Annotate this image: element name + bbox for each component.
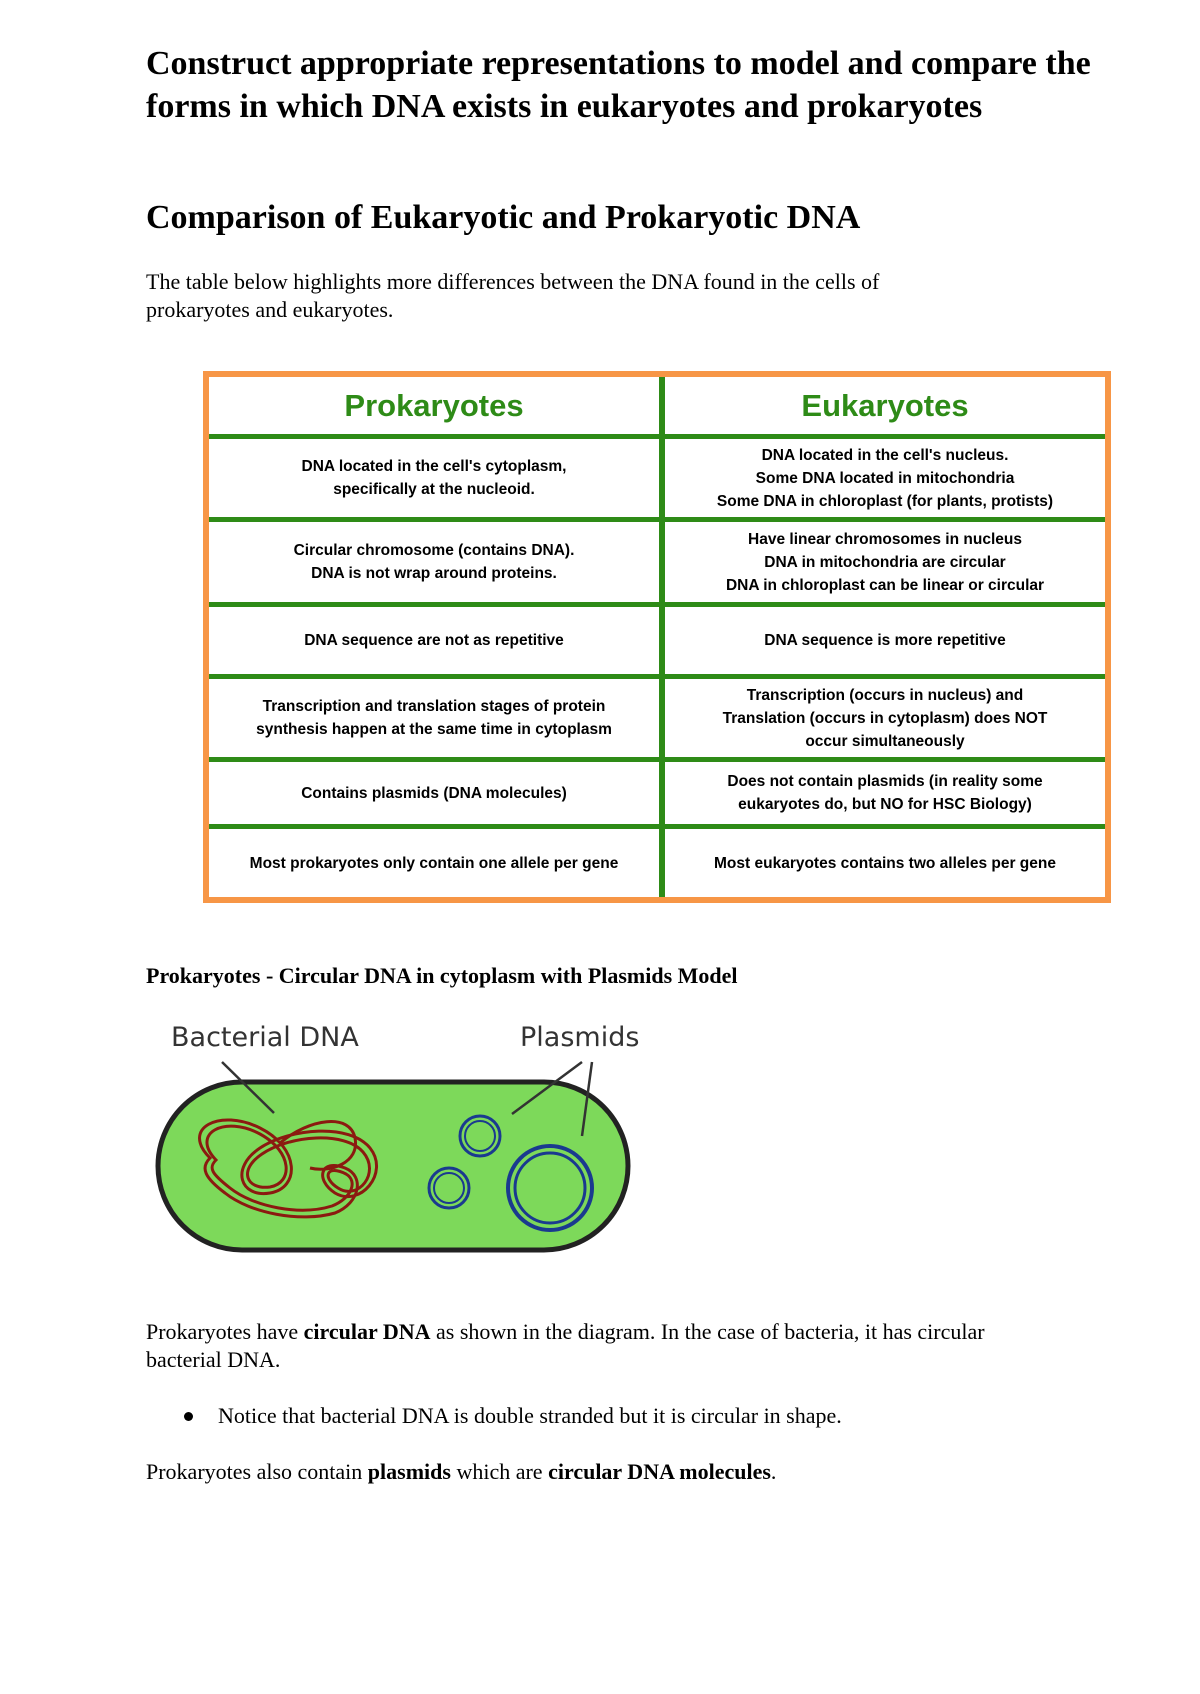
table-cell-line: DNA located in the cell's nucleus. (761, 446, 1009, 464)
paragraph1-text-2: as shown in the diagram. In the case of bacteria, it has circular bacterial DNA. (146, 1319, 985, 1372)
table-cell-line: synthesis happen at the same time in cytoplasm (256, 721, 612, 738)
table-cell-line: DNA sequence are not as repetitive (304, 632, 564, 649)
paragraph2-text-2: which are (450, 1459, 549, 1484)
table-cell-line: Circular chromosome (contains DNA). (293, 542, 575, 559)
table-cell-line: Have linear chromosomes in nucleus (748, 530, 1022, 548)
paragraph2-bold-1: plasmids (367, 1459, 451, 1484)
table-cell-line: Some DNA located in mitochondria (755, 469, 1015, 487)
table-cell-eukaryote (665, 829, 1105, 897)
table-cell-prokaryote (209, 762, 659, 824)
page-title: Construct appropriate representations to model and compare the forms in which DNA exists in eukaryotes and prokaryotes (146, 45, 1091, 125)
table-cell-line: occur simultaneously (805, 732, 965, 750)
paragraph1-bold: circular DNA (303, 1319, 431, 1344)
table-cell-prokaryote (209, 439, 659, 517)
table-cell-prokaryote (209, 829, 659, 897)
intro-paragraph: The table below highlights more differences between the DNA found in the cells of prokaryotes and eukaryotes. (146, 269, 880, 322)
paragraph-plasmids (146, 1458, 1026, 1486)
figure-title: Prokaryotes - Circular DNA in cytoplasm with Plasmids Model (146, 963, 738, 988)
table-cell-line: Contains plasmids (DNA molecules) (301, 784, 567, 802)
plasmids-label: Plasmids (520, 1022, 640, 1053)
table-cell-line: Does not contain plasmids (in reality some (727, 773, 1043, 790)
table-cell-line: Most prokaryotes only contain one allele per gene (249, 854, 619, 872)
cell-body (158, 1082, 628, 1250)
table-cell-line: DNA in mitochondria are circular (764, 553, 1006, 571)
bacterium-illustration (150, 1018, 660, 1258)
table-cell-line: Some DNA in chloroplast (for plants, protists) (716, 492, 1054, 510)
table-cell-eukaryote (665, 439, 1105, 517)
bullet-icon (184, 1412, 193, 1421)
table-cell-prokaryote (209, 679, 659, 757)
table-cell-line: specifically at the nucleoid. (333, 481, 535, 498)
table-cell-eukaryote (665, 679, 1105, 757)
table-header-prokaryotes: Prokaryotes (344, 387, 524, 423)
table-cell-line: DNA located in the cell's cytoplasm, (301, 458, 567, 475)
section-heading: Comparison of Eukaryotic and Prokaryotic DNA (146, 199, 861, 236)
paragraph2-bold-2: circular DNA molecules (548, 1459, 771, 1484)
table-cell-eukaryote (665, 607, 1105, 674)
paragraph2-text-3: . (770, 1459, 777, 1484)
table-cell-line: eukaryotes do, but NO for HSC Biology) (738, 796, 1032, 813)
table-cell-line: Most eukaryotes contains two alleles per gene (714, 854, 1056, 872)
table-body (209, 377, 1105, 897)
paragraph2-text-1: Prokaryotes also contain (146, 1459, 368, 1484)
table-cell-line: DNA in chloroplast can be linear or circular (725, 576, 1045, 594)
table-header-eukaryotes: Eukaryotes (801, 387, 969, 423)
table-cell-line: Translation (occurs in cytoplasm) does NOT (722, 709, 1048, 727)
prokaryote-diagram (150, 1018, 660, 1258)
table-cell-line: DNA is not wrap around proteins. (311, 565, 557, 582)
paragraph1-text-1: Prokaryotes have (146, 1319, 304, 1344)
bacterial-dna-label: Bacterial DNA (171, 1022, 359, 1053)
paragraph-circular-dna (146, 1318, 1026, 1374)
table-cell-prokaryote (209, 522, 659, 602)
bullet-text: Notice that bacterial DNA is double stranded but it is circular in shape. (218, 1403, 842, 1428)
table-cell-line: DNA sequence is more repetitive (764, 632, 1006, 649)
comparison-table (203, 371, 1111, 903)
table-cell-eukaryote (665, 762, 1105, 824)
table-cell-eukaryote (665, 522, 1105, 602)
table-cell-line: Transcription and translation stages of protein (262, 698, 606, 715)
table-cell-line: Transcription (occurs in nucleus) and (746, 686, 1024, 704)
table-cell-prokaryote (209, 607, 659, 674)
